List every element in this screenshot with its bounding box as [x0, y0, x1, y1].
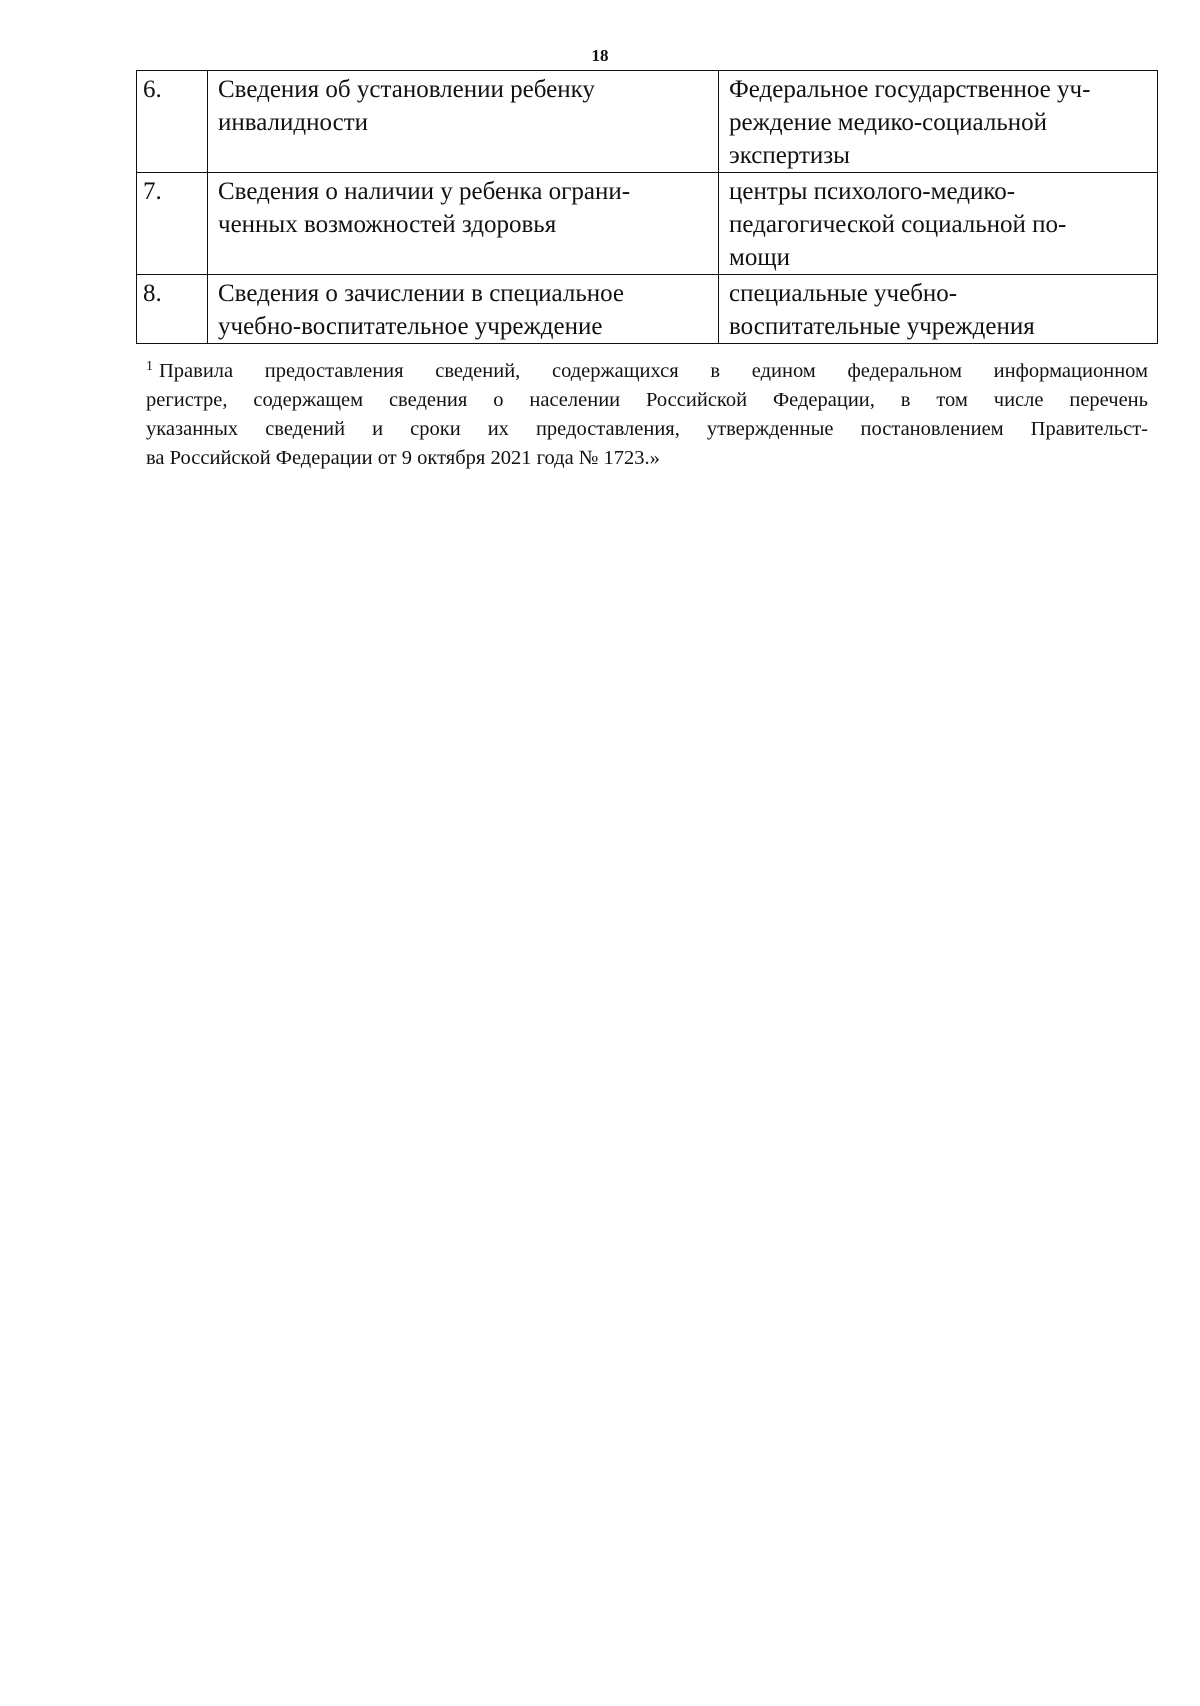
- cell-line: реждение медико-социальной: [729, 109, 1047, 136]
- cell-line: Сведения о наличии у ребенка ограни-: [218, 178, 631, 205]
- cell-line: инвалидности: [218, 109, 369, 136]
- cell-line: Сведения об установлении ребенку: [218, 76, 595, 103]
- row-number: 6.: [137, 71, 208, 173]
- info-cell: [208, 275, 719, 344]
- info-cell: [208, 71, 719, 173]
- table-row: [137, 275, 1158, 344]
- footnote-text: Правила предоставления сведений, содержащихся в едином федеральном информационном: [159, 360, 1148, 382]
- row-number: 8.: [137, 275, 208, 344]
- footnote-line: ва Российской Федерации от 9 октября 2021 года № 1723.»: [146, 447, 660, 469]
- cell-line: воспитательные учреждения: [729, 313, 1035, 340]
- source-cell: [719, 275, 1158, 344]
- source-cell: [719, 173, 1158, 275]
- cell-line: специальные учебно-: [729, 280, 958, 307]
- table-row: [137, 71, 1158, 173]
- cell-line: педагогической социальной по-: [729, 211, 1067, 238]
- footnote-line: [146, 357, 1148, 386]
- footnote-line: регистре, содержащем сведения о населении Российской Федерации, в том числе перечень: [146, 389, 1148, 411]
- page-number: 18: [591, 46, 609, 65]
- footnote: [146, 357, 1148, 473]
- cell-line: экспертизы: [729, 142, 850, 169]
- footnote-marker: 1: [146, 359, 153, 374]
- cell-line: Сведения о зачислении в специальное: [218, 280, 625, 307]
- source-cell: [719, 71, 1158, 173]
- info-cell: [208, 173, 719, 275]
- cell-line: учебно-воспитательное учреждение: [218, 313, 603, 340]
- row-number: 7.: [137, 173, 208, 275]
- info-sources-table: [136, 70, 1158, 344]
- cell-line: центры психолого-медико-: [729, 178, 1016, 205]
- footnote-line: указанных сведений и сроки их предоставления, утвержденные постановлением Правительст-: [146, 418, 1148, 440]
- cell-line: мощи: [729, 244, 790, 271]
- table-row: [137, 173, 1158, 275]
- cell-line: ченных возможностей здоровья: [218, 211, 557, 238]
- cell-line: Федеральное государственное уч-: [729, 76, 1091, 103]
